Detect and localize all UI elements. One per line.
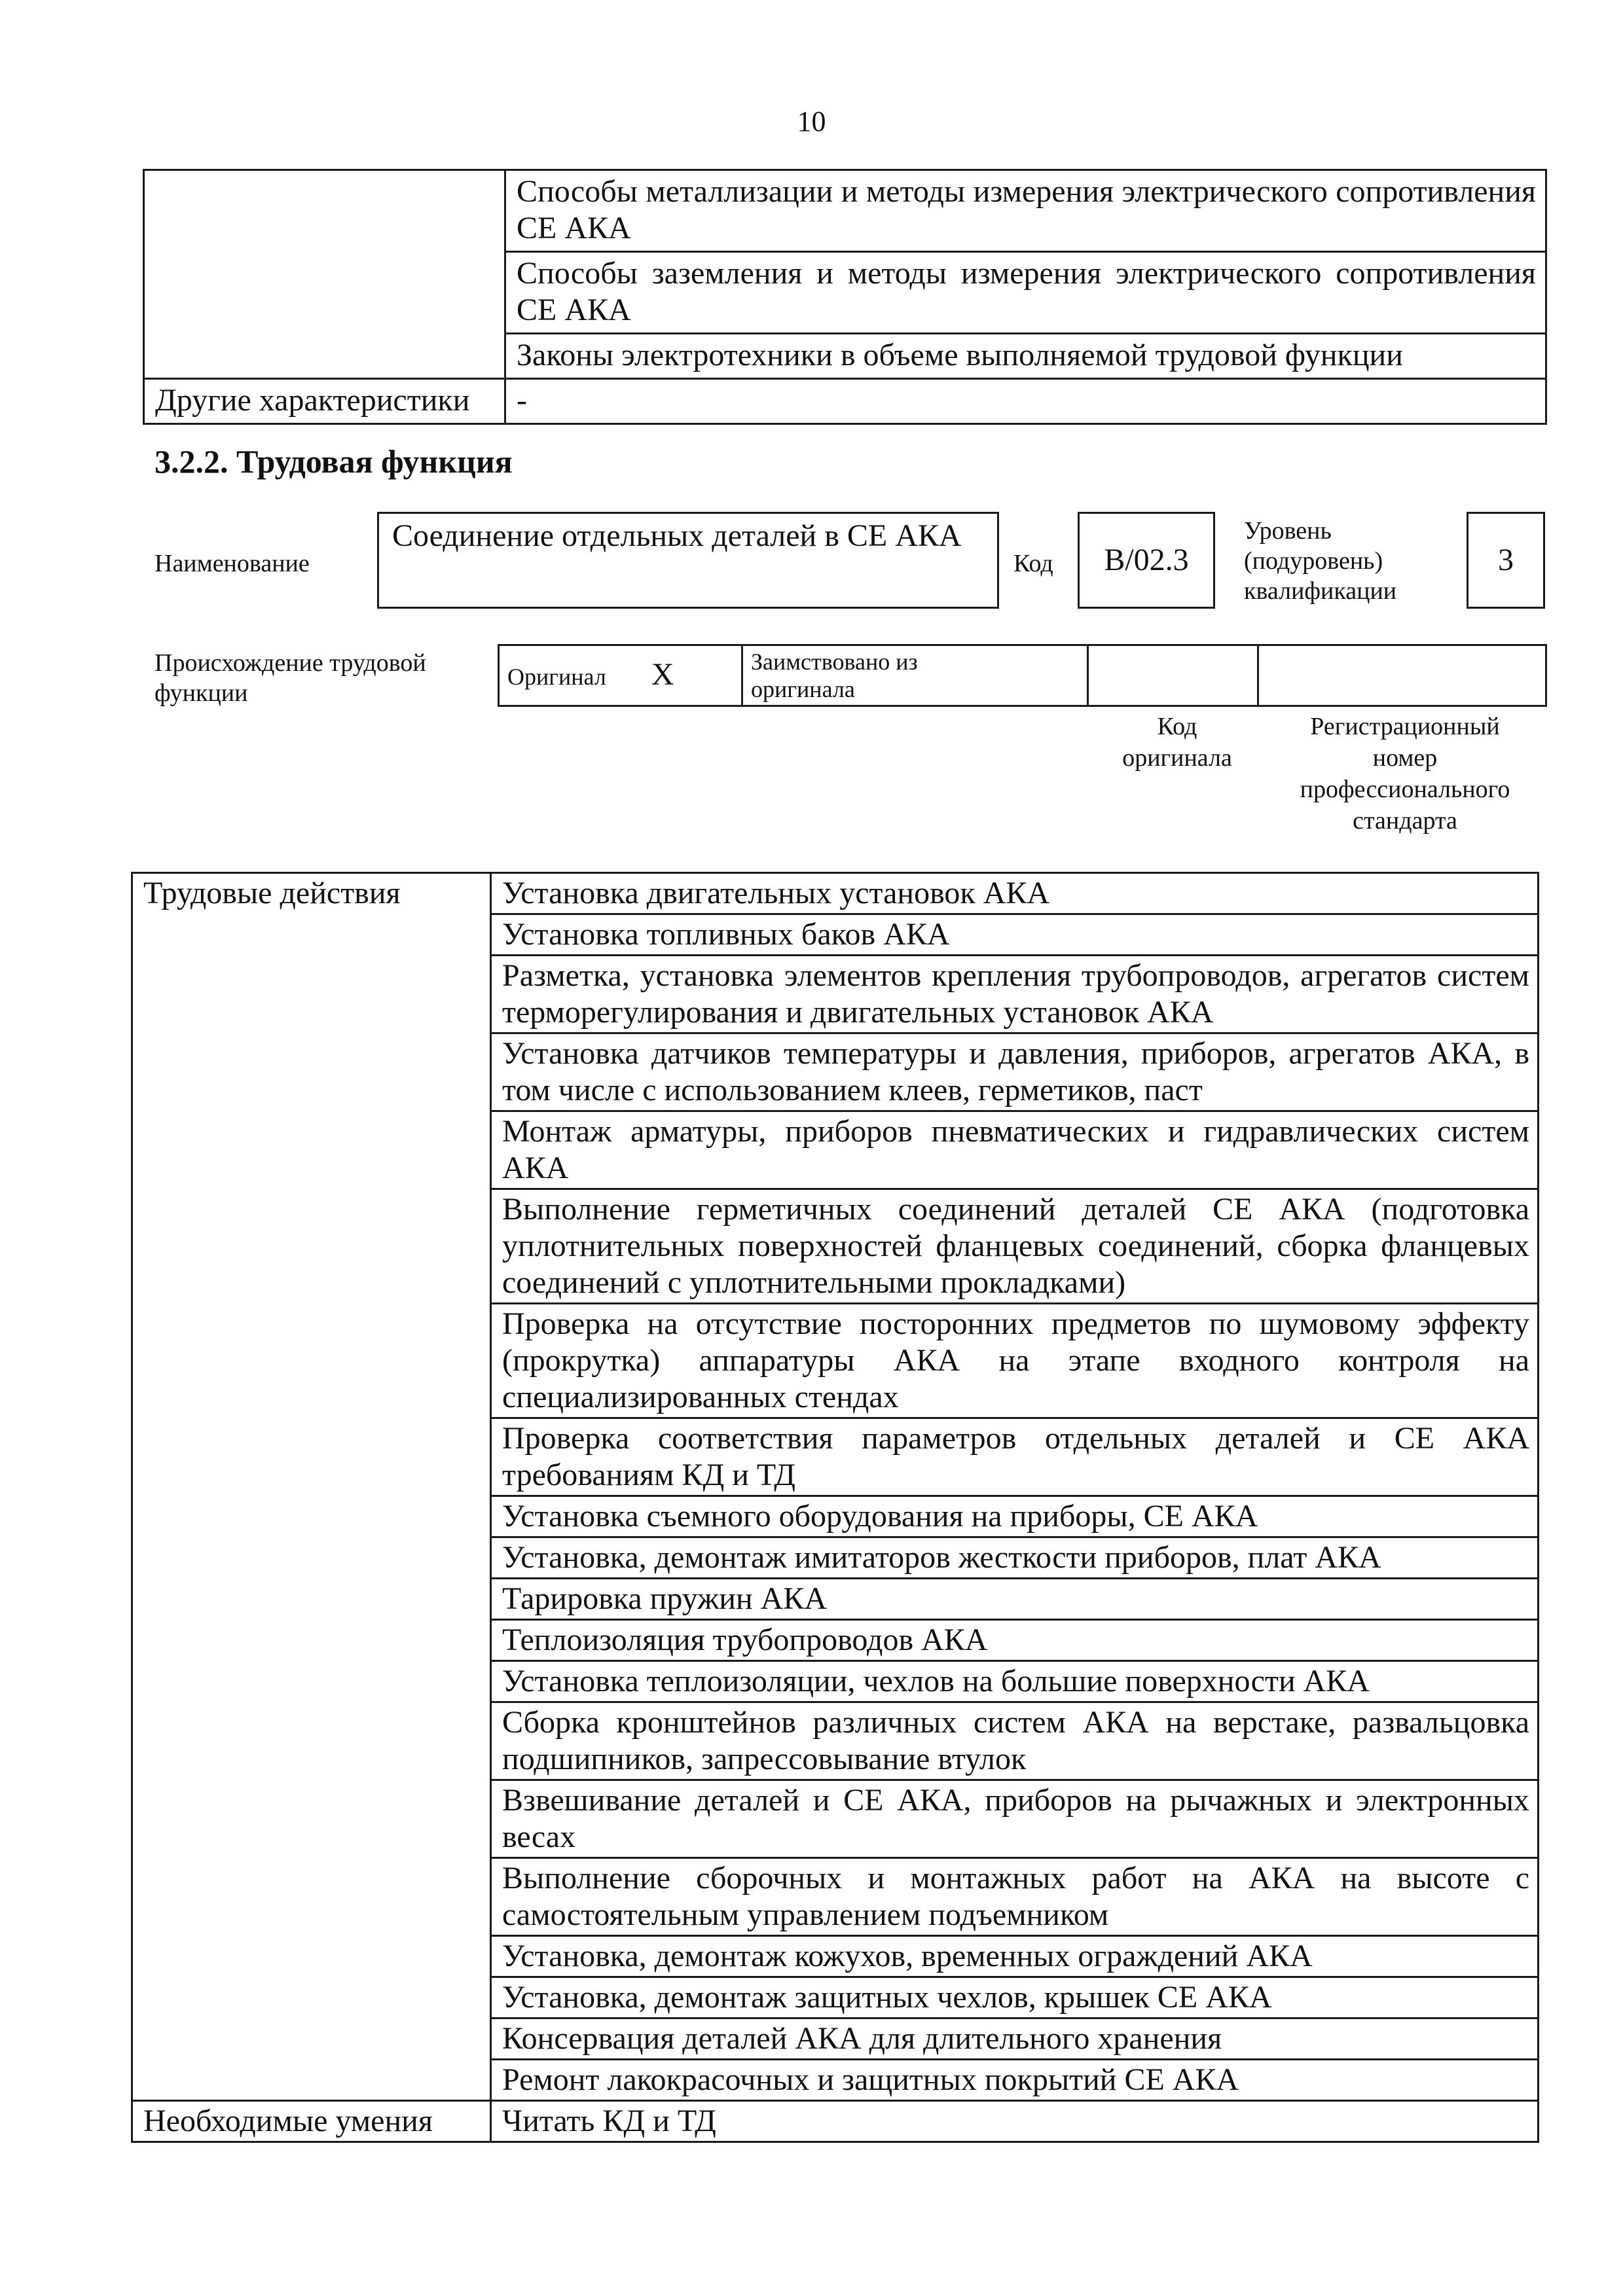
labor-action-item: Проверка соответствия параметров отдельных деталей и СЕ АКА требованиям КД и ТД — [491, 1418, 1539, 1496]
labor-action-item: Установка, демонтаж кожухов, временных ограждений АКА — [491, 1936, 1539, 1977]
labor-action-item: Проверка на отсутствие посторонних предметов по шумовому эффекту (прокрутка) аппаратуры АКА на этапе входного контроля на специализированных стендах — [491, 1304, 1539, 1418]
original-cell — [499, 645, 742, 706]
labor-function-table — [131, 872, 1539, 2143]
registration-number-caption: Регистрационный номер профессионального стандарта — [1300, 713, 1510, 834]
table-row: Способы заземления и методы измерения электрического сопротивления СЕ АКА — [505, 252, 1546, 334]
skill-item: Читать КД и ТД — [491, 2101, 1539, 2142]
original-code-caption: Код оригинала — [1122, 713, 1232, 772]
original-mark: X — [651, 656, 674, 692]
section-heading: 3.2.2. Трудовая функция — [155, 443, 513, 480]
labor-action-item: Теплоизоляция трубопроводов АКА — [491, 1620, 1539, 1661]
function-name-value: Соединение отдельных деталей в СЕ АКА — [392, 518, 962, 553]
code-label: Код — [1013, 550, 1053, 577]
labor-action-item: Разметка, установка элементов крепления трубопроводов, агрегатов систем терморегулирования и двигательных установок АКА — [491, 956, 1539, 1033]
labor-action-item: Установка, демонтаж имитаторов жесткости приборов, плат АКА — [491, 1537, 1539, 1579]
labor-action-item: Взвешивание деталей и СЕ АКА, приборов на рычажных и электронных весах — [491, 1780, 1539, 1858]
other-characteristics-value: - — [505, 379, 1546, 424]
labor-action-item: Ремонт лакокрасочных и защитных покрытий СЕ АКА — [491, 2060, 1539, 2101]
labor-action-item: Установка двигательных установок АКА — [491, 873, 1539, 914]
knowledge-table-continuation — [143, 169, 1547, 425]
labor-action-item: Установка, демонтаж защитных чехлов, крышек СЕ АКА — [491, 1977, 1539, 2018]
qualification-level-value: 3 — [1498, 543, 1514, 577]
original-label: Оригинал — [507, 663, 606, 690]
labor-action-item: Выполнение сборочных и монтажных работ на АКА на высоте с самостоятельным управлением подъемником — [491, 1858, 1539, 1936]
labor-action-item: Тарировка пружин АКА — [491, 1579, 1539, 1620]
name-label: Наименование — [155, 550, 310, 577]
other-characteristics-label: Другие характеристики — [144, 379, 505, 424]
borrowed-cell: Заимствовано из оригинала — [742, 645, 1088, 706]
table-row: Законы электротехники в объеме выполняемой трудовой функции — [505, 334, 1546, 379]
origin-label: Происхождение трудовой функции — [155, 649, 426, 707]
labor-action-item: Выполнение герметичных соединений деталей СЕ АКА (подготовка уплотнительных поверхностей фланцевых соединений, сборка фланцевых соединений с уплотнительными прокладками) — [491, 1189, 1539, 1304]
empty-label-cell — [144, 170, 505, 379]
labor-actions-label: Трудовые действия — [132, 873, 491, 2101]
function-name-box — [377, 512, 999, 609]
original-code-cell — [1088, 645, 1258, 706]
code-value: B/02.3 — [1104, 543, 1189, 577]
labor-action-item: Консервация деталей АКА для длительного хранения — [491, 2018, 1539, 2060]
registration-number-cell — [1258, 645, 1546, 706]
qualification-level-box — [1467, 512, 1545, 609]
origin-table — [498, 644, 1547, 707]
table-row: Способы металлизации и методы измерения электрического сопротивления СЕ АКА — [505, 170, 1546, 252]
qualification-level-label: Уровень (подуровень) квалификации — [1244, 517, 1397, 605]
labor-action-item: Установка датчиков температуры и давления, приборов, агрегатов АКА, в том числе с использованием клеев, герметиков, паст — [491, 1033, 1539, 1111]
labor-action-item: Установка съемного оборудования на приборы, СЕ АКА — [491, 1496, 1539, 1537]
labor-action-item: Монтаж арматуры, приборов пневматических и гидравлических систем АКА — [491, 1111, 1539, 1189]
page-number: 10 — [797, 105, 826, 137]
labor-action-item: Установка топливных баков АКА — [491, 914, 1539, 956]
code-box — [1078, 512, 1215, 609]
required-skills-label: Необходимые умения — [132, 2101, 491, 2142]
labor-action-item: Сборка кронштейнов различных систем АКА на верстаке, развальцовка подшипников, запрессовывание втулок — [491, 1702, 1539, 1780]
labor-action-item: Установка теплоизоляции, чехлов на большие поверхности АКА — [491, 1661, 1539, 1702]
